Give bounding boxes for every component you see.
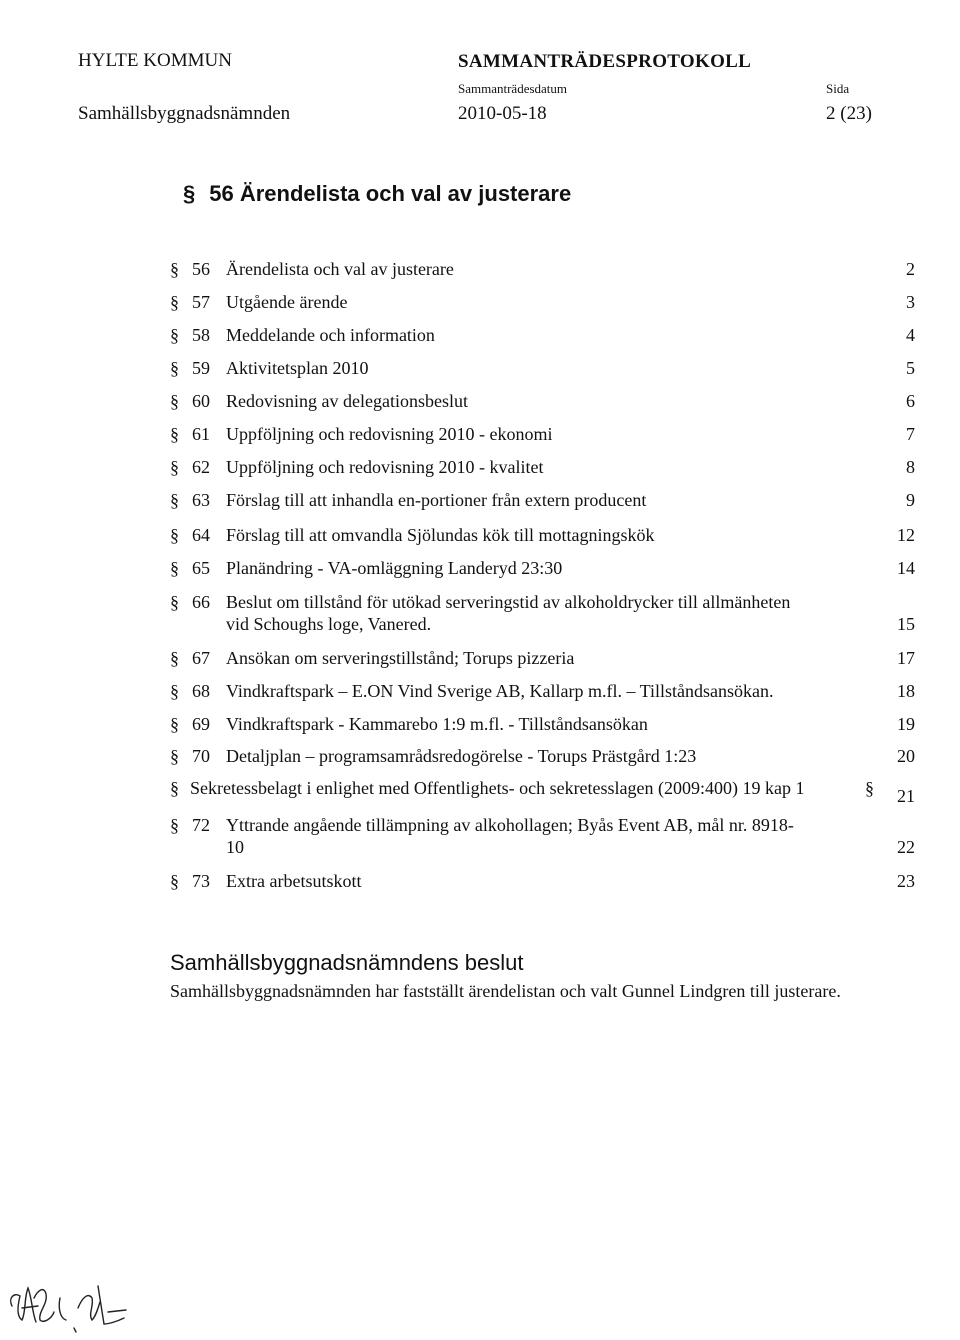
item-page: 23 xyxy=(897,871,915,891)
item-number: 61 xyxy=(192,424,210,444)
item-number: 60 xyxy=(192,391,210,411)
item-number: 63 xyxy=(192,490,210,510)
signature-initials xyxy=(8,1268,148,1334)
paragraph-symbol: § xyxy=(170,424,179,444)
paragraph-symbol: § xyxy=(170,746,179,766)
section-title-text: 56 Ärendelista och val av justerare xyxy=(209,181,572,206)
item-number: 70 xyxy=(192,746,210,766)
date-label: Sammanträdesdatum xyxy=(458,81,568,96)
item-text: Ärendelista och val av justerare xyxy=(226,259,454,279)
item-text-continued: 10 xyxy=(226,837,244,857)
item-page: 18 xyxy=(897,681,915,701)
item-page: 8 xyxy=(906,457,915,477)
item-number: 64 xyxy=(192,525,210,545)
item-number: 58 xyxy=(192,325,210,345)
paragraph-symbol: § xyxy=(170,558,179,578)
item-text: Redovisning av delegationsbeslut xyxy=(226,391,468,411)
item-number: 59 xyxy=(192,358,210,378)
section-symbol: § xyxy=(183,181,196,206)
paragraph-symbol: § xyxy=(170,592,179,612)
item-text: Detaljplan – programsamrådsredogörelse - Torups Prästgård 1:23 xyxy=(226,746,697,766)
paragraph-symbol: § xyxy=(170,681,179,701)
item-text: Aktivitetsplan 2010 xyxy=(226,358,369,378)
item-page: 15 xyxy=(897,614,915,634)
decision-text: Samhällsbyggnadsnämnden har fastställt ärendelistan och valt Gunnel Lindgren till justerare. xyxy=(170,981,841,1001)
paragraph-symbol: § xyxy=(170,714,179,734)
paragraph-symbol-end: § xyxy=(865,778,874,798)
org-name: HYLTE KOMMUN xyxy=(78,50,232,71)
item-number: 67 xyxy=(192,648,210,668)
page-number: 2 (23) xyxy=(826,103,872,124)
item-text: Ansökan om serveringstillstånd; Torups pizzeria xyxy=(226,648,575,668)
item-page: 3 xyxy=(906,292,915,312)
committee-name: Samhällsbyggnadsnämnden xyxy=(78,103,291,124)
item-page: 22 xyxy=(897,837,915,857)
item-text: Förslag till att omvandla Sjölundas kök till mottagningskök xyxy=(226,525,655,545)
item-text: Sekretessbelagt i enlighet med Offentlighets- och sekretesslagen (2009:400) 19 kap 1 xyxy=(190,778,805,798)
meeting-date: 2010-05-18 xyxy=(458,103,547,124)
item-page: 2 xyxy=(906,259,915,279)
paragraph-symbol: § xyxy=(170,871,179,891)
item-text: Meddelande och information xyxy=(226,325,435,345)
item-page: 19 xyxy=(897,714,915,734)
document-type: SAMMANTRÄDESPROTOKOLL xyxy=(458,51,752,72)
paragraph-symbol: § xyxy=(170,325,179,345)
item-text: Yttrande angående tillämpning av alkohollagen; Byås Event AB, mål nr. 8918- xyxy=(226,815,794,835)
item-page: 14 xyxy=(897,558,915,578)
paragraph-symbol: § xyxy=(170,358,179,378)
item-page: 4 xyxy=(906,325,915,345)
section-title xyxy=(183,181,571,207)
item-page: 9 xyxy=(906,490,915,510)
item-number: 68 xyxy=(192,681,210,701)
item-number: 62 xyxy=(192,457,210,477)
item-text: Vindkraftspark – E.ON Vind Sverige AB, Kallarp m.fl. – Tillståndsansökan. xyxy=(226,681,774,701)
item-number: 72 xyxy=(192,815,210,835)
paragraph-symbol: § xyxy=(170,259,179,279)
item-number: 66 xyxy=(192,592,210,612)
paragraph-symbol: § xyxy=(170,648,179,668)
item-page: 5 xyxy=(906,358,915,378)
item-page: 20 xyxy=(897,746,915,766)
item-number: 73 xyxy=(192,871,210,891)
page-label: Sida xyxy=(826,81,850,96)
item-text: Förslag till att inhandla en-portioner från extern producent xyxy=(226,490,647,510)
item-text: Vindkraftspark - Kammarebo 1:9 m.fl. - Tillståndsansökan xyxy=(226,714,648,734)
item-page: 6 xyxy=(906,391,915,411)
item-text: Planändring - VA-omläggning Landeryd 23:30 xyxy=(226,558,563,578)
item-text: Uppföljning och redovisning 2010 - ekonomi xyxy=(226,424,553,444)
item-text: Extra arbetsutskott xyxy=(226,871,362,891)
item-text: Uppföljning och redovisning 2010 - kvalitet xyxy=(226,457,544,477)
paragraph-symbol: § xyxy=(170,292,179,312)
decision-heading: Samhällsbyggnadsnämndens beslut xyxy=(170,950,524,975)
paragraph-symbol: § xyxy=(170,391,179,411)
paragraph-symbol: § xyxy=(170,778,179,798)
item-page: 21 xyxy=(897,786,915,806)
item-text: Utgående ärende xyxy=(226,292,348,312)
item-page: 7 xyxy=(906,424,915,444)
paragraph-symbol: § xyxy=(170,490,179,510)
item-text: Beslut om tillstånd för utökad serveringstid av alkoholdrycker till allmänheten xyxy=(226,592,791,612)
item-number: 56 xyxy=(192,259,210,279)
item-number: 65 xyxy=(192,558,210,578)
paragraph-symbol: § xyxy=(170,525,179,545)
item-page: 17 xyxy=(897,648,915,668)
item-page: 12 xyxy=(897,525,915,545)
paragraph-symbol: § xyxy=(170,457,179,477)
paragraph-symbol: § xyxy=(170,815,179,835)
item-number: 69 xyxy=(192,714,210,734)
item-text-continued: vid Schoughs loge, Vanered. xyxy=(226,614,432,634)
item-number: 57 xyxy=(192,292,210,312)
